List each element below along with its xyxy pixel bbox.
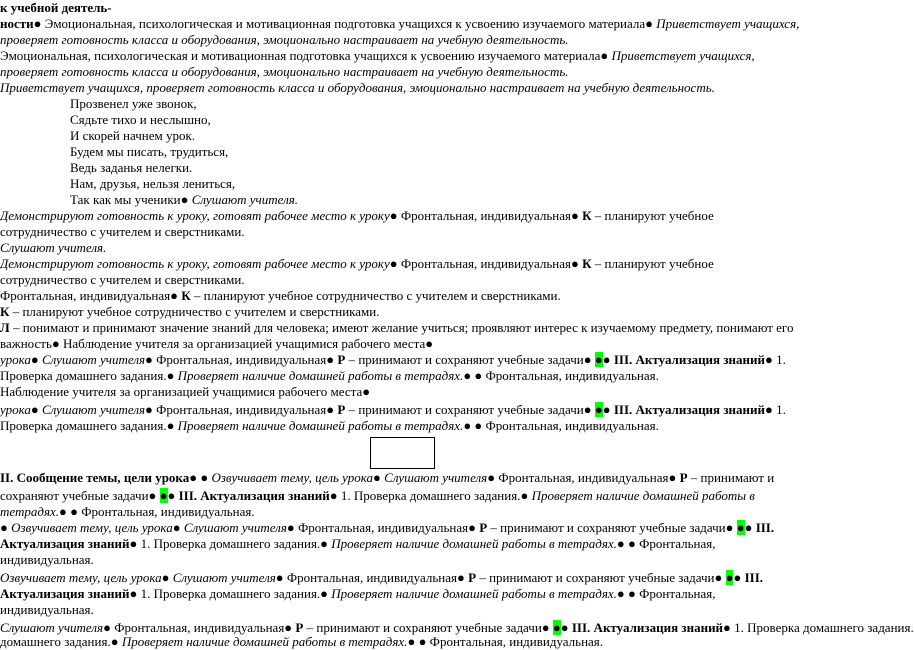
text-span: Эмоциональная, психологическая и мотивационная подготовка учащихся к усвоению изучаемого материала	[44, 16, 646, 31]
text-span: тетрадях.	[0, 504, 60, 519]
text-span: сотрудничество с учителем и сверстниками.	[0, 272, 245, 287]
bullet-icon: ●	[668, 470, 677, 485]
text-span: 1. Проверка домашнего задания.	[140, 536, 321, 551]
text-line: Актуализация знаний● 1. Проверка домашнего задания.● Проверяет наличие домашней работы в тетрадях.● ● Фронтальная,	[0, 586, 716, 601]
bullet-icon: ●	[172, 520, 181, 535]
bullet-icon: ●	[148, 488, 157, 503]
bullet-icon: ●	[329, 488, 338, 503]
bullet-icon: ●	[645, 16, 653, 31]
highlighted-bullet-icon: ●	[594, 402, 603, 417]
bullet-icon: ●	[103, 620, 111, 635]
text-line	[0, 256, 714, 272]
text-line	[0, 80, 715, 96]
text-span: проверяет готовность класса и оборудования, эмоционально настраивает на учебную деятельность.	[0, 64, 569, 79]
text-line: индивидуальная.	[0, 552, 94, 567]
text-line	[0, 336, 433, 352]
text-span: К	[0, 304, 10, 319]
bullet-icon: ●	[30, 352, 39, 367]
text-span: Р	[479, 520, 488, 535]
text-span: Слушают учителя	[183, 520, 287, 535]
text-span: К	[582, 256, 592, 271]
text-span: 1. Проверка домашнего задания.	[340, 488, 521, 503]
text-span: Проверка домашнего задания.	[0, 368, 167, 383]
text-span: Фронтальная, индивидуальная.	[485, 368, 659, 383]
bullet-icon: ●	[166, 418, 175, 433]
bullet-icon: ●	[200, 470, 209, 485]
bullet-icon: ●	[744, 520, 753, 535]
bullet-icon: ●	[30, 402, 39, 417]
bullet-icon: ●	[161, 570, 170, 585]
bullet-icon: ●	[389, 256, 398, 271]
text-span: Проверяет наличие домашней работы в тетрадях.	[177, 368, 464, 383]
text-span: проверяет готовность класса и оборудования, эмоционально настраивает на учебную деятельность.	[0, 32, 569, 47]
bullet-icon: ●	[373, 470, 381, 485]
bullet-icon: ●	[320, 536, 329, 551]
text-span: Проверяет наличие домашней работы в тетрадях.	[331, 536, 617, 551]
bullet-icon: ●	[616, 586, 625, 601]
text-span: – принимают и сохраняют учебные задачи	[345, 402, 584, 417]
text-span: Слушают учителя	[172, 570, 276, 585]
text-span: Приветствует учащихся,	[656, 16, 800, 31]
text-span: – принимают и	[687, 470, 775, 485]
heading-line	[0, 0, 112, 16]
text-span: Проверка домашнего задания.	[0, 418, 167, 433]
text-span: III. Актуализация знаний	[613, 352, 766, 367]
bullet-icon: ●	[468, 520, 476, 535]
text-span: – планируют учебное сотрудничество с учителем и сверстниками.	[9, 304, 380, 319]
bullet-icon: ●	[733, 570, 742, 585]
poem-line: И скорей начнем урок.	[70, 128, 196, 143]
text-line	[0, 320, 793, 336]
bullet-icon: ●	[725, 520, 734, 535]
text-line	[0, 470, 774, 486]
bullet-icon: ●	[570, 256, 579, 271]
bullet-icon: ●	[541, 620, 550, 635]
bullet-icon: ●	[474, 368, 483, 383]
bullet-icon: ●	[275, 570, 284, 585]
text-span: Фронтальная, индивидуальная	[0, 288, 171, 303]
text-span: 1.	[776, 402, 786, 417]
text-span: сотрудничество с учителем и сверстниками.	[0, 224, 245, 239]
highlighted-bullet-icon: ●	[594, 352, 603, 367]
text-span: урока	[0, 352, 31, 367]
text-span: Демонстрируют готовность к уроку, готовят рабочее место к уроку	[0, 208, 390, 223]
text-span: К	[181, 288, 191, 303]
text-span: Проверяет наличие домашней работы в	[531, 488, 755, 503]
text-span: Р	[295, 620, 304, 635]
text-span: Проверяет наличие домашней работы в тетрадях.	[121, 634, 408, 649]
bullet-icon: ●	[389, 208, 398, 223]
text-span: Приветствует учащихся,	[611, 48, 755, 63]
bullet-icon: ●	[362, 384, 371, 399]
bullet-icon: ●	[570, 208, 579, 223]
text-span: Проверяет наличие домашней работы в тетрадях.	[331, 586, 617, 601]
bullet-icon: ●	[714, 570, 723, 585]
text-span: Фронтальная, индивидуальная	[156, 352, 327, 367]
bullet-icon: ●	[457, 570, 465, 585]
empty-table-cell	[370, 437, 435, 469]
text-span: Фронтальная, индивидуальная	[498, 470, 669, 485]
bullet-icon: ●	[463, 418, 472, 433]
text-span: 1.	[776, 352, 786, 367]
bullet-icon: ●	[33, 16, 42, 31]
text-span: III. Актуализация знаний	[571, 620, 724, 635]
bullet-icon: ●	[170, 288, 178, 303]
text-line: индивидуальная.	[0, 602, 94, 617]
bullet-icon: ●	[628, 536, 636, 551]
bullet-icon: ●	[407, 634, 416, 649]
bullet-icon: ●	[110, 634, 119, 649]
poem-line: Ведь заданья нелегки.	[70, 160, 193, 175]
bullet-icon: ●	[602, 402, 611, 417]
bullet-icon: ●	[583, 402, 592, 417]
bullet-icon: ●	[463, 368, 472, 383]
bullet-icon: ●	[51, 336, 60, 351]
text-span: Р	[337, 402, 346, 417]
text-span: Приветствует учащихся, проверяет готовность класса и оборудования, эмоционально настраивает на учебную деятельность.	[0, 80, 715, 95]
text-span: Демонстрируют готовность к уроку, готовят рабочее место к уроку	[0, 256, 390, 271]
highlighted-bullet-icon: ●	[736, 520, 745, 535]
text-span: – принимают и сохраняют учебные задачи	[487, 520, 726, 535]
text-span: Слушают учителя	[41, 402, 146, 417]
text-span: Озвучивает тему, цель урока	[11, 520, 173, 535]
text-line	[0, 272, 245, 288]
text-line	[0, 418, 659, 434]
text-line	[0, 304, 379, 320]
highlighted-bullet-icon: ●	[159, 488, 168, 503]
text-span: III. Актуализация знаний	[613, 402, 766, 417]
text-span: Фронтальная, индивидуальная	[286, 570, 457, 585]
text-span: Фронтальная, индивидуальная	[156, 402, 327, 417]
bullet-icon: ●	[583, 352, 592, 367]
bullet-icon: ●	[560, 620, 569, 635]
text-span: 1. Проверка домашнего задания.	[140, 586, 321, 601]
poem-line	[70, 192, 298, 208]
bullet-icon: ●	[425, 336, 434, 351]
text-span: Наблюдение учителя за организацией учащимися рабочего места	[0, 384, 363, 399]
heading-text: к учебной деятель-	[0, 0, 112, 15]
text-line	[0, 48, 755, 64]
text-span: – принимают и сохраняют учебные задачи	[345, 352, 584, 367]
bullet-icon: ●	[520, 488, 529, 503]
text-line	[0, 402, 786, 418]
text-line	[0, 64, 569, 80]
text-span: Слушают учителя	[0, 620, 104, 635]
text-line: ● Озвучивает тему, цель урока● Слушают учителя● Фронтальная, индивидуальная● Р – принимают и сохраняют учебные задачи● ●● III.	[0, 520, 775, 535]
text-line	[0, 208, 714, 224]
text-span: Фронтальная, индивидуальная.	[81, 504, 255, 519]
text-span: Р	[679, 470, 688, 485]
text-span: Эмоциональная, психологическая и мотивационная подготовка учащихся к усвоению изучаемого материала	[0, 48, 601, 63]
text-span: – принимают и сохраняют учебные задачи	[303, 620, 542, 635]
bullet-icon: ●	[320, 586, 329, 601]
text-line	[0, 488, 755, 504]
text-line	[0, 224, 245, 240]
text-line	[0, 368, 659, 384]
text-line: домашнего задания.● Проверяет наличие домашней работы в тетрадях.● ● Фронтальная, индивидуальная.	[0, 634, 604, 649]
text-span: К	[582, 208, 592, 223]
text-line	[0, 16, 799, 32]
text-span: Наблюдение учителя за организацией учащимися рабочего места	[63, 336, 426, 351]
bullet-icon: ●	[129, 536, 138, 551]
bullet-icon: ●	[189, 470, 198, 485]
bullet-icon: ●	[166, 368, 175, 383]
bullet-icon: ●	[129, 586, 138, 601]
bullet-icon: ●	[145, 402, 153, 417]
bullet-icon: ●	[59, 504, 67, 519]
text-span: Р	[337, 352, 346, 367]
poem-line: Сядьте тихо и неслышно,	[70, 112, 211, 127]
text-span: – планируют учебное	[591, 256, 714, 271]
text-span: Фронтальная, индивидуальная	[400, 208, 571, 223]
text-line	[0, 32, 569, 48]
text-span: Так как мы ученики	[70, 192, 181, 207]
text-line: Актуализация знаний● 1. Проверка домашнего задания.● Проверяет наличие домашней работы в тетрадях.● ● Фронтальная,	[0, 536, 716, 551]
text-span: Р	[468, 570, 477, 585]
text-span: урока	[0, 402, 31, 417]
text-line	[0, 288, 561, 304]
text-line: Озвучивает тему, цель урока● Слушают учителя● Фронтальная, индивидуальная● Р – принимают и сохраняют учебные задачи● ●● III.	[0, 570, 764, 585]
text-span: III. Актуализация знаний	[178, 488, 330, 503]
bullet-icon: ●	[145, 352, 153, 367]
text-span: – принимают и сохраняют учебные задачи	[476, 570, 715, 585]
bullet-icon: ●	[474, 418, 483, 433]
bullet-icon: ●	[180, 192, 189, 207]
text-span: Озвучивает тему, цель урока	[211, 470, 374, 485]
bullet-icon: ●	[765, 402, 773, 417]
bullet-icon: ●	[286, 520, 295, 535]
text-span: Фронтальная, индивидуальная	[298, 520, 469, 535]
text-span: Слушают учителя.	[0, 240, 107, 255]
text-line	[0, 384, 370, 400]
heading-text: ности	[0, 16, 34, 31]
bullet-icon: ●	[723, 620, 731, 635]
text-span: II. Сообщение темы, цели урока	[0, 470, 190, 485]
bullet-icon: ●	[600, 48, 609, 63]
text-span: – понимают и принимают значение знаний для человека; имеют желание учиться; проявляют интерес к изучаемому предмету, понимают его	[9, 320, 794, 335]
text-span: 1. Проверка домашнего задания.	[734, 620, 914, 635]
bullet-icon: ●	[616, 536, 625, 551]
highlighted-bullet-icon: ●	[725, 570, 734, 585]
text-span: Проверяет наличие домашней работы в тетрадях.	[177, 418, 464, 433]
text-span: сохраняют учебные задачи	[0, 488, 149, 503]
text-span: Фронтальная, индивидуальная	[114, 620, 285, 635]
text-line	[0, 240, 106, 256]
poem-line: Прозвенел уже звонок,	[70, 96, 197, 111]
text-span: Л	[0, 320, 10, 335]
bullet-icon: ●	[70, 504, 78, 519]
text-span: Фронтальная, индивидуальная.	[485, 418, 659, 433]
bullet-icon: ●	[326, 352, 335, 367]
bullet-icon: ●	[284, 620, 293, 635]
bullet-icon: ●	[487, 470, 496, 485]
text-line	[0, 352, 786, 368]
text-span: Озвучивает тему, цель урока	[0, 570, 162, 585]
bullet-icon: ●	[0, 520, 8, 535]
text-span: важность	[0, 336, 52, 351]
text-span: Слушают учителя	[41, 352, 146, 367]
text-span: Фронтальная, индивидуальная	[400, 256, 571, 271]
bullet-icon: ●	[602, 352, 611, 367]
text-span: Слушают учителя	[384, 470, 488, 485]
poem-line: Нам, друзья, нельзя лениться,	[70, 176, 236, 191]
highlighted-bullet-icon: ●	[552, 620, 561, 635]
bullet-icon: ●	[628, 586, 636, 601]
poem-line: Будем мы писать, трудиться,	[70, 144, 229, 159]
text-line	[0, 504, 255, 520]
text-span: – планируют учебное	[591, 208, 714, 223]
bullet-icon: ●	[418, 634, 427, 649]
bullet-icon: ●	[765, 352, 773, 367]
bullet-icon: ●	[326, 402, 335, 417]
text-span: – планируют учебное сотрудничество с учителем и сверстниками.	[190, 288, 561, 303]
bullet-icon: ●	[167, 488, 176, 503]
text-span: Фронтальная, индивидуальная.	[429, 634, 604, 649]
text-span: Слушают учителя.	[191, 192, 299, 207]
